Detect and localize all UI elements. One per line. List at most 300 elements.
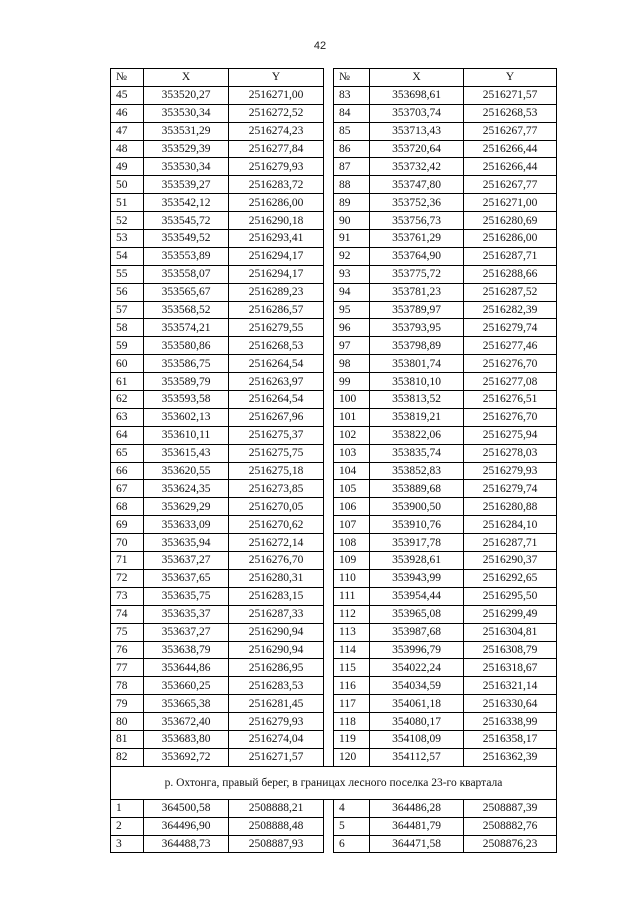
column-gap [324,623,334,641]
cell-y-right: 2516282,39 [464,301,557,319]
column-gap [324,748,334,766]
column-gap [324,373,334,391]
cell-num-right: 89 [334,194,370,212]
cell-x-left: 353568,52 [144,301,229,319]
cell-y-left: 2516270,62 [229,516,324,534]
cell-y-right: 2516304,81 [464,623,557,641]
cell-y-right: 2516271,57 [464,86,557,104]
cell-x-right: 353822,06 [370,426,464,444]
cell-y-left: 2516290,94 [229,641,324,659]
table-row [111,748,557,766]
column-gap [324,444,334,462]
cell-x-right: 353720,64 [370,140,464,158]
cell-num-left: 59 [111,337,144,355]
cell-num-right: 99 [334,373,370,391]
cell-x-left: 353660,25 [144,677,229,695]
cell-y-right: 2516299,49 [464,605,557,623]
cell-num-left: 47 [111,122,144,140]
section-title: р. Охтонга, правый берег, в границах лесного поселка 23-го квартала [111,766,557,799]
cell-x-right: 353756,73 [370,212,464,230]
cell-y-left: 2516281,45 [229,695,324,713]
table-row [111,623,557,641]
cell-x-left: 353565,67 [144,283,229,301]
table-row [111,817,557,835]
cell-y-right: 2516308,79 [464,641,557,659]
cell-y-left: 2516272,14 [229,534,324,552]
cell-x-left: 353615,43 [144,444,229,462]
column-gap [324,552,334,570]
cell-y-right: 2516268,53 [464,104,557,122]
cell-y-right: 2516338,99 [464,713,557,731]
coordinates-table [110,68,557,853]
header-y-left: Y [229,69,324,87]
cell-num-left: 68 [111,498,144,516]
cell-x-right: 353698,61 [370,86,464,104]
cell-y-right: 2508876,23 [464,835,557,853]
cell-y-left: 2516264,54 [229,391,324,409]
cell-y-left: 2516264,54 [229,355,324,373]
cell-num-left: 1 [111,799,144,817]
table-row [111,462,557,480]
cell-y-right: 2516286,00 [464,230,557,248]
table-row [111,301,557,319]
cell-num-left: 50 [111,176,144,194]
cell-x-left: 353672,40 [144,713,229,731]
cell-x-left: 353580,86 [144,337,229,355]
column-gap [324,817,334,835]
cell-y-left: 2516267,96 [229,408,324,426]
cell-x-left: 353529,39 [144,140,229,158]
cell-num-left: 61 [111,373,144,391]
cell-y-left: 2516268,53 [229,337,324,355]
cell-x-right: 353761,29 [370,230,464,248]
cell-y-left: 2516279,93 [229,713,324,731]
column-gap [324,587,334,605]
cell-x-right: 364481,79 [370,817,464,835]
column-gap [324,86,334,104]
cell-num-right: 100 [334,391,370,409]
cell-num-right: 109 [334,552,370,570]
table-row [111,283,557,301]
header-x-right: X [370,69,464,87]
cell-y-left: 2516276,70 [229,552,324,570]
cell-num-right: 96 [334,319,370,337]
cell-y-left: 2516283,72 [229,176,324,194]
cell-num-right: 86 [334,140,370,158]
header-x-left: X [144,69,229,87]
cell-x-right: 353713,43 [370,122,464,140]
table-row [111,319,557,337]
cell-y-right: 2516292,65 [464,569,557,587]
cell-num-left: 54 [111,247,144,265]
cell-num-left: 81 [111,730,144,748]
cell-x-right: 353900,50 [370,498,464,516]
cell-x-left: 364496,90 [144,817,229,835]
cell-num-left: 76 [111,641,144,659]
cell-num-right: 112 [334,605,370,623]
cell-y-left: 2516286,95 [229,659,324,677]
cell-num-left: 52 [111,212,144,230]
cell-num-left: 58 [111,319,144,337]
column-gap [324,158,334,176]
table-row [111,265,557,283]
table-row [111,337,557,355]
section [111,766,557,799]
cell-x-left: 353635,75 [144,587,229,605]
table-row [111,677,557,695]
column-gap [324,122,334,140]
cell-x-right: 353801,74 [370,355,464,373]
cell-y-left: 2516280,31 [229,569,324,587]
column-gap [324,140,334,158]
table-row [111,194,557,212]
cell-y-right: 2516287,52 [464,283,557,301]
column-gap [324,480,334,498]
cell-y-left: 2516294,17 [229,247,324,265]
cell-num-right: 93 [334,265,370,283]
table-row [111,140,557,158]
cell-x-right: 353987,68 [370,623,464,641]
column-gap [324,695,334,713]
cell-num-left: 57 [111,301,144,319]
cell-num-left: 63 [111,408,144,426]
cell-num-right: 108 [334,534,370,552]
section-rows [111,799,557,853]
column-gap [324,641,334,659]
cell-num-right: 113 [334,623,370,641]
cell-x-right: 353889,68 [370,480,464,498]
cell-num-left: 60 [111,355,144,373]
cell-y-right: 2516271,00 [464,194,557,212]
cell-x-right: 354112,57 [370,748,464,766]
column-gap [324,605,334,623]
cell-x-left: 353638,79 [144,641,229,659]
table-row [111,835,557,853]
cell-num-left: 49 [111,158,144,176]
cell-num-right: 105 [334,480,370,498]
column-gap [324,713,334,731]
cell-x-left: 353530,34 [144,104,229,122]
cell-num-right: 101 [334,408,370,426]
cell-x-left: 353633,09 [144,516,229,534]
cell-y-right: 2508887,39 [464,799,557,817]
column-gap [324,677,334,695]
cell-y-left: 2516274,23 [229,122,324,140]
cell-x-left: 353542,12 [144,194,229,212]
cell-num-right: 97 [334,337,370,355]
cell-y-left: 2516289,23 [229,283,324,301]
cell-x-right: 353732,42 [370,158,464,176]
cell-x-left: 353539,27 [144,176,229,194]
table-row [111,176,557,194]
cell-y-right: 2516280,69 [464,212,557,230]
table-row [111,659,557,677]
cell-x-right: 353813,52 [370,391,464,409]
cell-y-right: 2516278,03 [464,444,557,462]
cell-num-right: 83 [334,86,370,104]
cell-y-left: 2516271,00 [229,86,324,104]
cell-num-left: 77 [111,659,144,677]
cell-y-left: 2516293,41 [229,230,324,248]
cell-x-right: 354061,18 [370,695,464,713]
cell-num-right: 94 [334,283,370,301]
table-row [111,86,557,104]
cell-x-right: 353775,72 [370,265,464,283]
cell-x-right: 354022,24 [370,659,464,677]
cell-x-right: 353928,61 [370,552,464,570]
cell-y-left: 2516283,15 [229,587,324,605]
cell-num-left: 56 [111,283,144,301]
table-row [111,408,557,426]
table-row [111,569,557,587]
cell-num-right: 104 [334,462,370,480]
column-gap [324,194,334,212]
cell-y-left: 2516275,18 [229,462,324,480]
cell-y-left: 2508888,21 [229,799,324,817]
cell-num-left: 73 [111,587,144,605]
cell-x-right: 364486,28 [370,799,464,817]
column-gap [324,355,334,373]
cell-num-right: 85 [334,122,370,140]
column-gap [324,104,334,122]
column-gap [324,498,334,516]
cell-y-right: 2516284,10 [464,516,557,534]
column-gap [324,176,334,194]
column-gap [324,835,334,853]
cell-x-left: 353593,58 [144,391,229,409]
cell-num-right: 118 [334,713,370,731]
cell-y-left: 2508888,48 [229,817,324,835]
table-row [111,605,557,623]
cell-x-left: 353635,94 [144,534,229,552]
cell-num-left: 79 [111,695,144,713]
table-row [111,104,557,122]
cell-x-left: 353553,89 [144,247,229,265]
cell-y-right: 2516266,44 [464,158,557,176]
cell-num-right: 6 [334,835,370,853]
table-row [111,713,557,731]
cell-y-left: 2516283,53 [229,677,324,695]
cell-num-right: 90 [334,212,370,230]
cell-y-right: 2516290,37 [464,552,557,570]
cell-x-left: 353624,35 [144,480,229,498]
table-row [111,799,557,817]
cell-num-left: 67 [111,480,144,498]
cell-x-right: 353798,89 [370,337,464,355]
cell-y-left: 2516275,37 [229,426,324,444]
column-gap [324,337,334,355]
table-row [111,212,557,230]
table-row [111,730,557,748]
table-row [111,426,557,444]
column-gap [324,799,334,817]
cell-y-right: 2516295,50 [464,587,557,605]
cell-x-right: 354080,17 [370,713,464,731]
cell-num-right: 95 [334,301,370,319]
cell-num-left: 53 [111,230,144,248]
cell-y-right: 2516276,70 [464,355,557,373]
cell-num-right: 114 [334,641,370,659]
cell-num-left: 3 [111,835,144,853]
header-num-right: № [334,69,370,87]
cell-num-right: 4 [334,799,370,817]
cell-num-left: 78 [111,677,144,695]
table-row [111,587,557,605]
cell-num-right: 111 [334,587,370,605]
header-y-right: Y [464,69,557,87]
table-row [111,480,557,498]
cell-x-left: 353610,11 [144,426,229,444]
cell-num-right: 5 [334,817,370,835]
cell-x-right: 353703,74 [370,104,464,122]
cell-y-left: 2516287,33 [229,605,324,623]
cell-x-left: 353574,21 [144,319,229,337]
table-row [111,355,557,373]
cell-num-right: 87 [334,158,370,176]
column-gap [324,426,334,444]
cell-x-right: 353764,90 [370,247,464,265]
table-row [111,444,557,462]
table-row [111,552,557,570]
cell-y-right: 2516275,94 [464,426,557,444]
cell-x-left: 353586,75 [144,355,229,373]
cell-y-right: 2516287,71 [464,534,557,552]
column-gap [324,230,334,248]
column-gap [324,212,334,230]
table-row [111,158,557,176]
table-row [111,695,557,713]
table-row [111,641,557,659]
cell-x-left: 353637,27 [144,623,229,641]
cell-x-left: 353644,86 [144,659,229,677]
table-row [111,516,557,534]
cell-num-left: 70 [111,534,144,552]
table-row [111,247,557,265]
cell-num-right: 115 [334,659,370,677]
cell-y-right: 2516288,66 [464,265,557,283]
cell-x-left: 364488,73 [144,835,229,853]
table-row [111,230,557,248]
cell-x-left: 353589,79 [144,373,229,391]
cell-x-right: 353943,99 [370,569,464,587]
cell-x-right: 353835,74 [370,444,464,462]
cell-y-left: 2516273,85 [229,480,324,498]
column-gap [324,391,334,409]
column-gap [324,319,334,337]
cell-num-left: 71 [111,552,144,570]
cell-y-right: 2516277,08 [464,373,557,391]
cell-x-left: 353520,27 [144,86,229,104]
cell-num-left: 48 [111,140,144,158]
cell-y-left: 2516277,84 [229,140,324,158]
cell-num-right: 84 [334,104,370,122]
cell-num-left: 66 [111,462,144,480]
cell-x-left: 353635,37 [144,605,229,623]
table-header-row [111,69,557,87]
cell-y-right: 2516330,64 [464,695,557,713]
cell-y-right: 2516279,93 [464,462,557,480]
cell-y-left: 2516290,94 [229,623,324,641]
cell-y-left: 2516286,57 [229,301,324,319]
cell-x-left: 353692,72 [144,748,229,766]
cell-num-right: 120 [334,748,370,766]
cell-y-left: 2516279,55 [229,319,324,337]
column-gap [324,247,334,265]
cell-y-right: 2516276,51 [464,391,557,409]
cell-num-left: 45 [111,86,144,104]
cell-x-right: 353789,97 [370,301,464,319]
cell-x-left: 353558,07 [144,265,229,283]
cell-y-right: 2516267,77 [464,122,557,140]
cell-x-left: 353602,13 [144,408,229,426]
cell-num-right: 119 [334,730,370,748]
cell-num-right: 110 [334,569,370,587]
cell-num-left: 64 [111,426,144,444]
cell-y-right: 2516280,88 [464,498,557,516]
cell-num-right: 88 [334,176,370,194]
cell-num-left: 74 [111,605,144,623]
cell-x-left: 353637,27 [144,552,229,570]
cell-num-right: 92 [334,247,370,265]
cell-y-left: 2516279,93 [229,158,324,176]
cell-x-right: 353996,79 [370,641,464,659]
column-gap [324,265,334,283]
cell-num-left: 51 [111,194,144,212]
cell-num-right: 91 [334,230,370,248]
cell-x-right: 353965,08 [370,605,464,623]
cell-x-left: 353549,52 [144,230,229,248]
section-title-row [111,766,557,799]
table-row [111,534,557,552]
main-rows [111,86,557,766]
column-gap [324,69,334,87]
cell-x-left: 364500,58 [144,799,229,817]
cell-y-right: 2516279,74 [464,480,557,498]
cell-y-right: 2516267,77 [464,176,557,194]
cell-num-right: 107 [334,516,370,534]
table-row [111,122,557,140]
column-gap [324,283,334,301]
cell-x-right: 353793,95 [370,319,464,337]
cell-x-right: 353917,78 [370,534,464,552]
cell-y-right: 2516321,14 [464,677,557,695]
cell-x-right: 353954,44 [370,587,464,605]
column-gap [324,408,334,426]
cell-y-right: 2508882,76 [464,817,557,835]
cell-num-left: 46 [111,104,144,122]
cell-num-right: 98 [334,355,370,373]
cell-x-right: 354108,09 [370,730,464,748]
cell-x-left: 353545,72 [144,212,229,230]
cell-num-right: 103 [334,444,370,462]
cell-x-right: 353819,21 [370,408,464,426]
cell-num-left: 80 [111,713,144,731]
cell-x-right: 353781,23 [370,283,464,301]
cell-num-left: 55 [111,265,144,283]
cell-y-right: 2516276,70 [464,408,557,426]
cell-y-left: 2516263,97 [229,373,324,391]
cell-x-right: 354034,59 [370,677,464,695]
cell-x-left: 353683,80 [144,730,229,748]
cell-y-right: 2516362,39 [464,748,557,766]
cell-x-left: 353531,29 [144,122,229,140]
cell-y-right: 2516318,67 [464,659,557,677]
cell-x-right: 353910,76 [370,516,464,534]
cell-y-right: 2516279,74 [464,319,557,337]
cell-num-left: 65 [111,444,144,462]
cell-x-left: 353620,55 [144,462,229,480]
cell-x-right: 353810,10 [370,373,464,391]
